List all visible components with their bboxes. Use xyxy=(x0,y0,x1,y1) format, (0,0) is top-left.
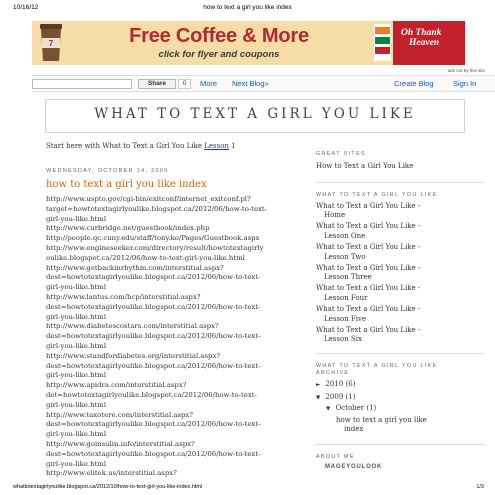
sign-in-link[interactable]: Sign In xyxy=(453,79,477,88)
post-body-line: dest=howtotextagirlyoulike.blogspot.ca/2012/06/how-to-text- xyxy=(46,361,261,370)
coffee-ad-banner[interactable] xyxy=(32,21,465,65)
sidebar-divider xyxy=(316,182,484,183)
post-body-line: http://www.standfordiabetes.org/interstitial.aspx? xyxy=(46,351,221,360)
blog-title[interactable]: WHAT TO TEXT A GIRL YOU LIKE xyxy=(94,106,416,122)
next-blog-link[interactable]: Next Blog» xyxy=(232,79,269,88)
archive-year-label[interactable]: 2009 xyxy=(325,392,344,401)
post-body-line: http://www.lantus.com/hcp/interstitial.aspx? xyxy=(46,292,201,301)
lesson-link-line-1[interactable]: What to Text a Girl You Like - xyxy=(316,242,421,251)
ad-thank-line-2: Heaven xyxy=(409,38,440,48)
archive-post-link[interactable] xyxy=(336,416,491,435)
share-button[interactable]: Share xyxy=(138,79,176,89)
post-title[interactable]: how to text a girl you like index xyxy=(46,179,207,190)
print-page-number: 1/3 xyxy=(476,484,484,490)
about-name[interactable]: MAGEYOULOOK xyxy=(325,463,383,470)
svg-text:7: 7 xyxy=(48,39,54,48)
print-footer xyxy=(0,483,495,495)
ad-subline: click for flyer and coupons xyxy=(158,49,280,60)
post-body xyxy=(46,195,308,479)
archive-month-count: (1) xyxy=(366,404,377,413)
post-body-line: girl-you-like.html xyxy=(46,341,107,350)
post-body-line: dest=howtotextagirlyoulike.blogspot.ca/2012/06/how-to-text- xyxy=(46,273,261,282)
post-body-line: dest=howtotextagirlyoulike.blogspot.ca/2012/06/how-to-text- xyxy=(46,302,261,311)
post-body-line: girl-you-like.html xyxy=(46,312,107,321)
share-count: 0 xyxy=(178,79,191,89)
great-sites-link[interactable]: How to Text a Girl You Like xyxy=(316,162,414,170)
intro-suffix: 1 xyxy=(228,142,236,150)
sidebar xyxy=(316,140,491,470)
lesson-link-line-2[interactable]: Home xyxy=(324,211,346,220)
blogger-navbar xyxy=(32,75,495,92)
lesson-link[interactable] xyxy=(316,326,491,345)
post-body-line: dest=howtotextagirlyoulike.blogspot.ca/2012/06/how-to-text- xyxy=(46,449,261,458)
ads-disclaimer: ads not by this site xyxy=(447,68,485,73)
search-input[interactable] xyxy=(32,79,132,89)
lesson-link-line-1[interactable]: What to Text a Girl You Like - xyxy=(316,222,421,231)
print-page-title: how to text a girl you like index xyxy=(203,4,292,11)
post-body-line: http://www.uspto.gov/cgi-bin/exitconf/internet_exitconf.pl? xyxy=(46,195,251,203)
print-date: 10/16/12 xyxy=(13,4,39,11)
post-body-line: http://www.elitek.us/interstitial.aspx? xyxy=(46,469,177,478)
blog-header xyxy=(45,99,465,133)
ad-thank-line-1: Oh Thank xyxy=(401,28,442,38)
coffee-cup-icon xyxy=(36,23,66,63)
post-body-line: http://www.getbackinrhythm.com/interstitial.aspx? xyxy=(46,263,224,272)
post-body-line: dest=howtotextagirlyoulike.blogspot.ca/2012/06/how-to-text- xyxy=(46,332,261,341)
archive-post-line-1[interactable]: how to text a girl you like xyxy=(336,415,427,424)
archive-heading-line-1: WHAT TO TEXT A GIRL YOU LIKE xyxy=(316,362,438,369)
about-heading: ABOUT ME xyxy=(316,453,355,460)
great-sites-heading: GREAT SITES xyxy=(316,151,366,157)
post-body-line: http://www.engineseeker.com/directory/result/howtotextagirly xyxy=(46,243,264,252)
post-body-line: http://www.apidra.com/interstitial.aspx? xyxy=(46,381,187,390)
lesson-link-line-2[interactable]: Lesson One xyxy=(324,231,366,240)
post-body-line: girl-you-like.html xyxy=(46,283,107,292)
post-body-line: girl-you-like.html xyxy=(46,459,107,468)
post-body-line: girl-you-like.html xyxy=(46,371,107,380)
post-body-line: dest=howtotextagirlyoulike.blogspot.ca/2012/06/how-to-text- xyxy=(46,420,261,429)
lesson-link-line-1[interactable]: What to Text a Girl You Like - xyxy=(316,325,421,334)
intro-prefix: Start here with What to Text a Girl You Like xyxy=(46,142,205,150)
archive-month-label[interactable]: October xyxy=(335,404,365,413)
intro-lesson-link[interactable]: Lesson xyxy=(204,142,229,150)
post-body-line: target=howtotextagirlyoulike.blogspot.ca/2012/06/how-to-text- xyxy=(46,204,268,213)
lesson-link[interactable] xyxy=(316,243,491,262)
lesson-link-line-1[interactable]: What to Text a Girl You Like - xyxy=(316,201,421,210)
lesson-link-line-2[interactable]: Lesson Two xyxy=(324,252,366,261)
lesson-link-line-2[interactable]: Lesson Six xyxy=(324,335,362,344)
post-body-line: girl-you-like.html xyxy=(46,214,107,223)
post-body-line: http://www.goinsulin.info/interstitial.aspx? xyxy=(46,439,195,448)
expand-arrow-icon[interactable]: ► xyxy=(316,381,321,388)
ad-thank-panel xyxy=(393,21,465,65)
collapse-arrow-icon[interactable]: ▼ xyxy=(316,394,321,401)
more-link[interactable]: More xyxy=(200,79,218,88)
collapse-arrow-icon[interactable]: ▼ xyxy=(326,406,331,413)
post-body-line: det=howtotextagirlyoulike.blogspot.ca/2012/06/how-to-text- xyxy=(46,390,257,399)
archive-year-count: (6) xyxy=(345,379,356,388)
lesson-link-line-2[interactable]: Lesson Five xyxy=(324,314,367,323)
lesson-link[interactable] xyxy=(316,202,491,221)
archive-year-count: (1) xyxy=(345,392,356,401)
post-body-line: girl-you-like.html xyxy=(46,430,107,439)
lesson-link[interactable] xyxy=(316,284,491,303)
post-date-header: WEDNESDAY, OCTOBER 14, 2009 xyxy=(46,168,169,174)
post-body-line: http://www.curbridge.net/guestbook/index.php xyxy=(46,224,210,233)
archive-post-line-2[interactable]: index xyxy=(344,425,364,434)
archive-heading xyxy=(316,363,491,377)
archive-year-2010[interactable] xyxy=(316,380,491,391)
lessons-list xyxy=(316,202,491,345)
intro-text xyxy=(46,142,236,150)
blog-archive xyxy=(316,380,491,435)
post-body-line: http://www.taxotere.com/interstitial.aspx? xyxy=(46,410,194,419)
lesson-link[interactable] xyxy=(316,222,491,241)
lesson-link[interactable] xyxy=(316,305,491,324)
archive-year-label[interactable]: 2010 xyxy=(325,379,344,388)
lesson-link-line-2[interactable]: Lesson Three xyxy=(324,273,372,282)
create-blog-link[interactable]: Create Blog xyxy=(394,79,434,88)
archive-heading-line-2: ARCHIVE xyxy=(316,369,350,376)
sidebar-divider xyxy=(316,353,484,354)
sidebar-divider xyxy=(316,444,484,445)
ad-headline: Free Coffee & More xyxy=(129,25,309,47)
archive-month-october[interactable] xyxy=(326,404,491,415)
archive-year-2009[interactable] xyxy=(316,393,491,404)
post-body-line: girl-you-like.html xyxy=(46,400,107,409)
lesson-link[interactable] xyxy=(316,264,491,283)
post-body-line: oulike.blogspot.ca/2012/06/how-to-text-girl-you-like.html xyxy=(46,253,245,262)
lesson-link-line-1[interactable]: What to Text a Girl You Like - xyxy=(316,284,421,293)
lesson-link-line-1[interactable]: What to Text a Girl You Like - xyxy=(316,305,421,314)
lesson-link-line-1[interactable]: What to Text a Girl You Like - xyxy=(316,263,421,272)
seven-eleven-logo-icon xyxy=(374,24,391,61)
print-url: whattotextagirlyoulike.blogspot.ca/2012/10/how-to-text-girl-you-like-index.html xyxy=(13,484,203,490)
lesson-link-line-2[interactable]: Lesson Four xyxy=(324,293,368,302)
post-body-line: http://www.diabetescostars.com/interstitial.aspx? xyxy=(46,322,219,331)
lessons-heading: WHAT TO TEXT A GIRL YOU LIKE xyxy=(316,191,438,198)
print-header xyxy=(0,0,495,14)
post-body-line: http://people.qc.cuny.edu/staff/tony.ko/Pages/Guestbook.aspx xyxy=(46,234,260,243)
